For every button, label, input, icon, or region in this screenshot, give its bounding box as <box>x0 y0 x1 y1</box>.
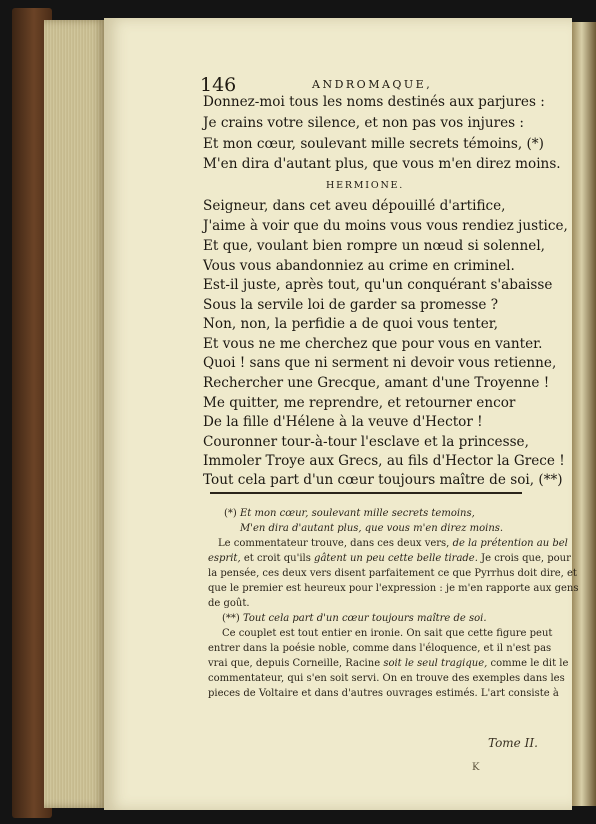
volume-catchword: Tome II. <box>488 736 538 750</box>
verse-line: Tout cela part d'un cœur toujours maître de soi, (**) <box>203 472 563 488</box>
verse-line: Seigneur, dans cet aveu dépouillé d'artifice, <box>203 198 506 214</box>
commentary-line <box>218 539 568 549</box>
verse-line: Rechercher une Grecque, amant d'une Troyenne ! <box>203 375 550 391</box>
commentary-text: comme le dit le <box>490 658 569 669</box>
commentary-line: commentateur, qui s'en soit servi. On en trouve des exemples dans les <box>208 673 565 684</box>
footnote-quote-line: M'en dira d'autant plus, que vous m'en direz moins. <box>240 523 504 534</box>
verse-line: Couronner tour-à-tour l'esclave et la princesse, <box>203 434 529 450</box>
verse-line: Et que, voulant bien rompre un nœud si solennel, <box>203 238 545 254</box>
commentary-line: de goût. <box>208 598 250 609</box>
facing-page-edge <box>572 22 596 806</box>
commentary-line: pieces de Voltaire et dans d'autres ouvrages estimés. L'art consiste à <box>208 688 559 699</box>
verse-line: Vous vous abandonniez au crime en criminel. <box>203 258 515 274</box>
commentary-text: Je crois que, pour <box>481 553 571 564</box>
commentary-italic: soit le seul tragique, <box>383 658 488 669</box>
footnote-quote <box>222 614 487 624</box>
footnote-quote <box>240 524 503 534</box>
commentary-line: entrer dans la poésie noble, comme dans l'éloquence, et il n'est pas <box>208 643 552 654</box>
commentary-text: Le commentateur trouve, dans ces deux vers, <box>218 538 450 549</box>
verse-line: Immoler Troye aux Grecs, au fils d'Hector la Grece ! <box>203 453 565 469</box>
page-number: 146 <box>200 74 237 96</box>
verse-line: Est-il juste, après tout, qu'un conquérant s'abaisse <box>203 277 553 293</box>
commentary-line: Ce couplet est tout entier en ironie. On sait que cette figure peut <box>222 628 553 639</box>
footnote-marker: (**) <box>222 613 240 624</box>
footnote-rule <box>210 492 522 494</box>
verse-line: Donnez-moi tous les noms destinés aux parjures : <box>203 94 545 110</box>
footnote-quote-line: Tout cela part d'un cœur toujours maître de soi. <box>243 613 487 624</box>
verse-line: Sous la servile loi de garder sa promesse ? <box>203 297 499 313</box>
verse-line: Et vous ne me cherchez que pour vous en vanter. <box>203 336 543 352</box>
verse-line: Quoi ! sans que ni serment ni devoir vous retienne, <box>203 355 557 371</box>
commentary-line: la pensée, ces deux vers disent parfaitement ce que Pyrrhus doit dire, et <box>208 568 577 579</box>
verse-line: M'en dira d'autant plus, que vous m'en direz moins. <box>203 156 561 172</box>
commentary-text: vrai que, depuis Corneille, Racine <box>208 658 381 669</box>
page-edges <box>44 20 106 808</box>
footnote-marker: (*) <box>224 508 237 519</box>
signature-mark: K <box>472 762 480 773</box>
verse-line: J'aime à voir que du moins vous vous rendiez justice, <box>203 218 568 234</box>
commentary-line <box>208 554 571 564</box>
verse-line: Et mon cœur, soulevant mille secrets témoins, (*) <box>203 136 544 152</box>
verse-line: Je crains votre silence, et non pas vos injures : <box>203 115 524 131</box>
running-title: ANDROMAQUE, <box>312 78 433 91</box>
footnote-quote <box>224 509 475 519</box>
commentary-line <box>208 659 568 669</box>
commentary-line: que le premier est heureux pour l'expression : je m'en rapporte aux gens <box>208 583 579 594</box>
verse-line: Non, non, la perfidie a de quoi vous tenter, <box>203 316 499 332</box>
verse-line: Me quitter, me reprendre, et retourner encor <box>203 395 516 411</box>
commentary-italic: gâtent un peu cette belle tirade. <box>314 553 478 564</box>
commentary-italic: esprit, <box>208 553 241 564</box>
commentary-text: et croit qu'ils <box>243 553 311 564</box>
commentary-italic: de la prétention au bel <box>452 538 568 549</box>
footnote-quote-line: Et mon cœur, soulevant mille secrets temoins, <box>240 508 475 519</box>
verse-line: De la fille d'Hélene à la veuve d'Hector ! <box>203 414 483 430</box>
speaker-name: HERMIONE. <box>326 180 405 191</box>
